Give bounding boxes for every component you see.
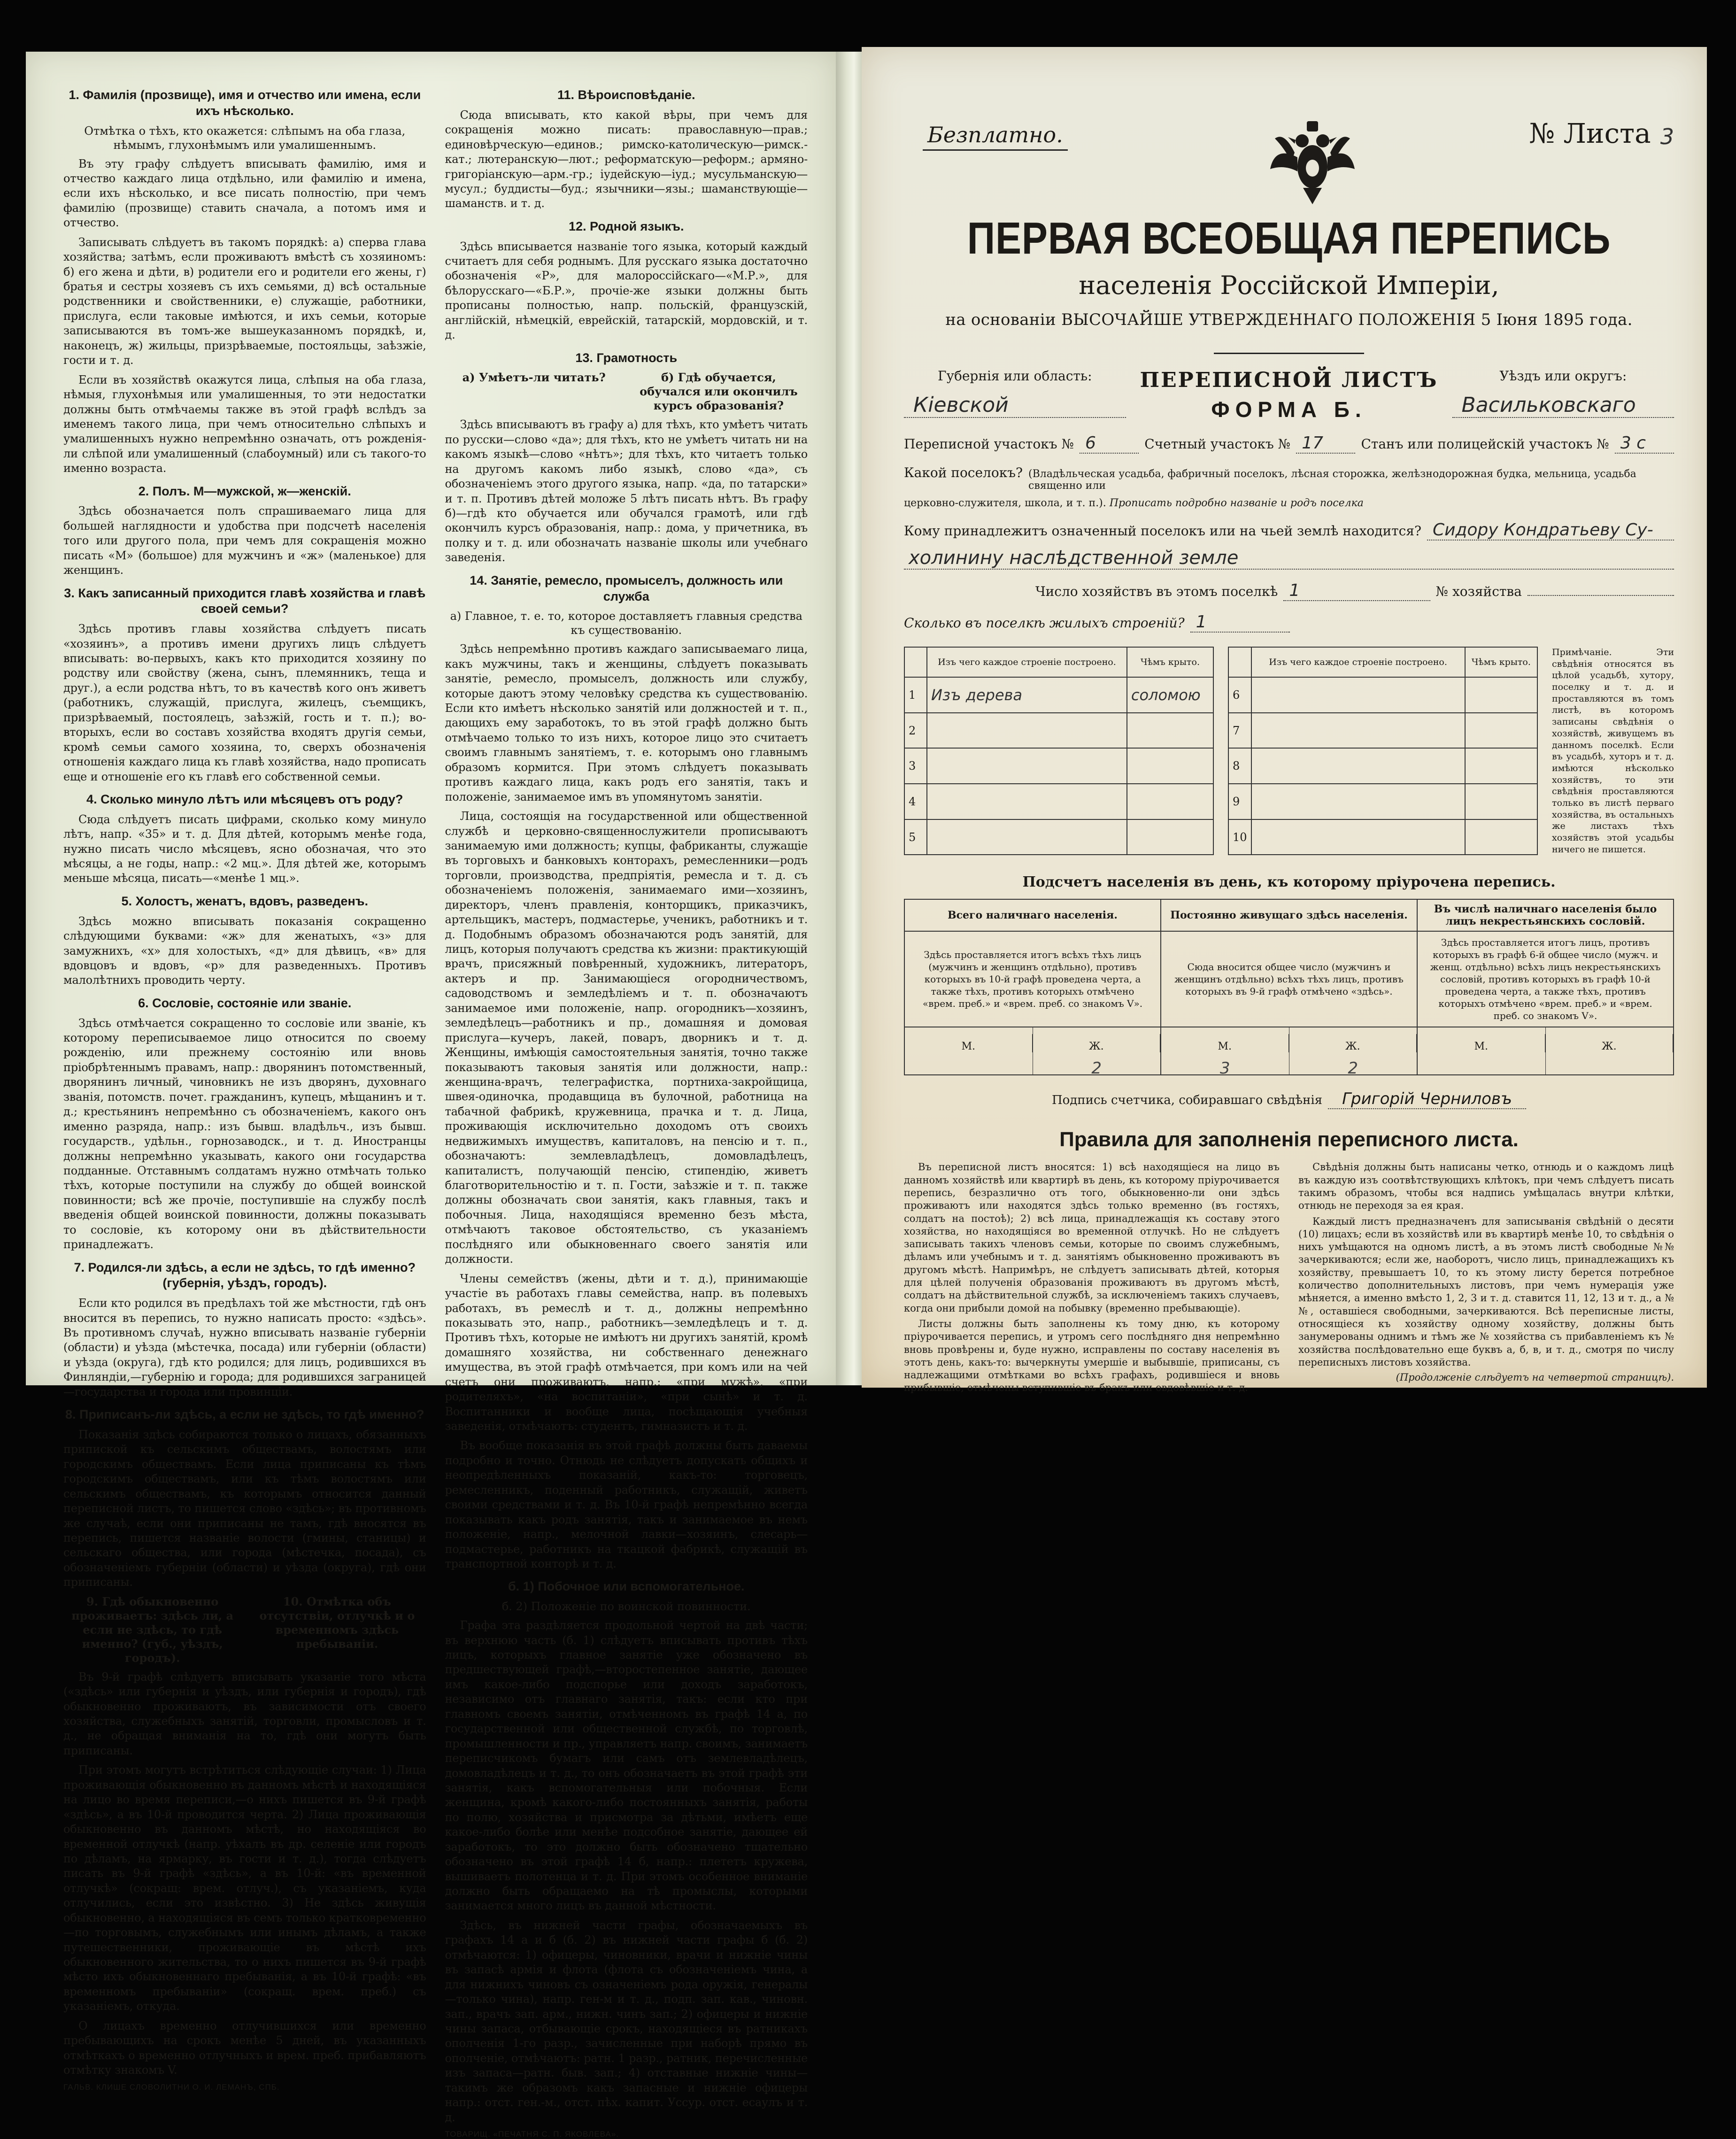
section-paragraph: Если кто родился въ предѣлахъ той же мѣстности, гдѣ онъ вносится въ перепись, то нужно написать просто: «здѣсь». Въ противномъ случаѣ, нужно вписывать названіе губерніи (области) и уѣзда (мѣстечка, посада) или губерніи (области) и уѣзда (округа), гдѣ кто родился; для лицъ, родившихся въ Финляндіи,—губернію и города; для родившихся заграницей—государства и города или провинціи. — [63, 1297, 426, 1398]
owner-value: Сидору Кондратьеву Су- — [1427, 520, 1674, 541]
sheet-number-label: № Листа — [1529, 117, 1651, 149]
section-paragraph: Здѣсь отмѣчается сокращенно то сословіе или званіе, къ которому переписываемое лицо относится по своему рожденію, или прежнему состоянію или вновь пріобрѣтеннымъ правамъ, напр.: дворянинъ потомственный, дворянинъ личный, чиновникъ не изъ дворянъ, духовнаго званія, потомств. почет. гражданинъ, купецъ, мѣщанинъ и т. д.; крестьянинъ непремѣнно съ обозначеніемъ, какого онъ именно разряда, напр.: изъ бывш. владѣльч., изъ бывш. государств., удѣльн., горнозаводск., и т. д. Иностранцы должны непремѣнно указывать, какого они государства подданные. Отставнымъ солдатамъ нужно отмѣчать только тѣхъ, которые поступили на службу до общей воинской повинности; всѣ же прочіе, поступившіе на службу послѣ введенія общей воинской повинности, должны показывать то сословіе, къ которому они въ дѣйствительности принадлежатъ. — [63, 1016, 426, 1251]
buildings-label: Сколько въ поселкѣ жилыхъ строеній? — [904, 615, 1185, 631]
subhead: а) Умѣетъ-ли читать? — [462, 371, 606, 385]
count-column-description: Здѣсь проставляется итогъ всѣхъ тѣхъ лицъ (мужчинъ и женщинъ отдѣльно), противъ которыхъ въ 10-й графѣ проведена черта, а также тѣхъ, противъ которыхъ отмѣчено «врем. преб.» и «врем. преб. со знакомъ V». — [904, 931, 1161, 1027]
province-label: Губернія или область: — [937, 368, 1092, 384]
household-number-label: № хозяйства — [1435, 584, 1522, 599]
count-mf-row — [1418, 1027, 1673, 1074]
section-paragraph: Въ вообще показанія въ этой графѣ должны быть даваемы подробно и точно. Отнюдь не слѣдуетъ допускать общихъ и неопредѣленныхъ показаній, какъ-то: торговецъ, ремесленникъ, поденный работникъ, служащій, живетъ своими средствами и т. д. Въ 10-й графѣ непремѣнно всегда показывать какъ родъ занятія, такъ и занимаемое въ немъ положеніе, напр., мелочной лавки—хозяинъ, слесарь—подмастерье, работникъ на ткацкой фабрикѣ, служащій въ транспортной конторѣ и т. д. — [445, 1439, 808, 1570]
buildings-row — [904, 819, 1213, 855]
buildings-row — [1228, 784, 1537, 819]
buildings-row-material — [1251, 677, 1465, 713]
section-paragraph: Графа эта раздѣляется продольной чертой на двѣ части; въ верхнюю часть (б. 1) слѣдуетъ вписывать противъ тѣхъ лицъ, которыхъ главное занятіе уже обозначено въ предшествующей графѣ,—второстепенное занятіе, дающее имъ какое-либо подспорье или доходъ заработокъ, независимо отъ главнаго занятія, такъ: если кто при главномъ своемъ занятіи, отмѣченномъ въ графѣ 14 а, по государственной или общественной службѣ, по торговлѣ, промышленности и пр., управляетъ напр. своимъ, занимаетъ переписчикомъ бумагъ или самъ отъ землевладѣлецъ, домовладѣлецъ и т. д., то онъ обозначаетъ въ этой графѣ эти занятія, какъ вспомогательныя или побочныя. Если женщина, кромѣ какого-либо постоянныхъ занятія, работы по полю, хозяйства и присмотра за дѣтьми, имѣетъ еще какое-либо болѣе или менѣе подсобное занятіе, дающее ей заработокъ, то это должно быть обозначено тщательно обозначено въ этой графѣ 14 б, напр.: плететъ кружева, вышиваетъ полотенца и т. д. При этомъ особенное вниманіе должно быть обращаемо на тѣ промыслы, которыми занимается много лицъ въ данной мѣстности. — [445, 1619, 808, 1913]
title-divider — [1214, 353, 1364, 354]
buildings-row — [904, 748, 1213, 784]
buildings-row — [1228, 713, 1537, 749]
count-column-description: Сюда вносится общее число (мужчинъ и женщинъ отдѣльно) всѣхъ тѣхъ лицъ, противъ которыхъ въ 9-й графѣ отмѣчено «здѣсь». — [1161, 931, 1417, 1027]
section-paragraph: О лицахъ временно отлучившихся или временно пребывающихъ на срокъ менѣе 5 дней, въ указанныхъ отмѣткахъ о временно отлучныхъ и врем. преб. прибавляютъ отмѣтку знакомъ V. — [63, 2019, 426, 2077]
section-title: б. 1) Побочное или вспомогательное. — [508, 1579, 745, 1594]
settlement-note-2-text: церковно-служителя, школа, и т. п.). — [904, 497, 1106, 509]
signature-label: Подпись счетчика, собиравшаго свѣдѣнія — [1051, 1093, 1323, 1108]
settlement-instruction: Прописать подробно названіе и родъ поселка — [1109, 497, 1364, 509]
buildings-row — [904, 677, 1213, 713]
population-count-table — [904, 899, 1674, 1078]
buildings-row-roof — [1127, 748, 1213, 784]
buildings-row-roof — [1465, 819, 1537, 855]
female-label: Ж. — [1289, 1034, 1417, 1052]
section-subheads — [445, 371, 808, 413]
buildings-row-number: 6 — [1228, 677, 1251, 713]
count-column-description: Здѣсь проставляется итогъ лицъ, противъ которыхъ въ графѣ 6-й общее число (мужч. и женщ. отдѣльно) всѣхъ лицъ некрестьянскихъ сословій, противъ которыхъ въ графѣ 10-й проведена черта, а также тѣхъ, противъ которыхъ отмѣчено «врем. преб.» и «врем. преб. со знакомъ V». — [1417, 931, 1674, 1027]
buildings-row-material — [1251, 748, 1465, 784]
buildings-row-roof — [1127, 819, 1213, 855]
imprint-right: ТОВАРИЩ. «ПЕЧАТНЯ С. П. ЯКОВЛЕВА». — [445, 2130, 619, 2139]
section-paragraph: Здѣсь обозначается полъ спрашиваемаго лица для большей наглядности и удобства при подсчетѣ населенія того или другого пола, при чемъ для сокращенія можно писать «М» (большое) для мужчинъ и «ж» (маленькое) для женщинъ. — [63, 504, 426, 577]
rules-paragraph: Листы должны быть заполнены къ тому дню, къ которому пріурочивается перепись, и утромъ сего послѣдняго дня непремѣнно вновь провѣрены и, буде нужно, исправлены по составу населенія въ этотъ день, какъ-то: вычеркнуты умершіе и выбывшіе, приписаны, съ надлежащими отмѣтками во всѣхъ графахъ, родившіеся и вновь прибывшіе, отмѣчены вступившіе въ бракъ или овдовѣвшіе и т. д. — [904, 1318, 1280, 1394]
sheet-number — [1529, 117, 1674, 149]
section-9-title: 9. Гдѣ обыкновенно проживаетъ: здѣсь ли, а если не здѣсь, то гдѣ именно? (губ., уѣздъ, городъ). — [71, 1594, 234, 1665]
section-paragraph: Здѣсь можно вписывать показанія сокращенно слѣдующими буквами: «ж» для женатыхъ, «з» для замужнихъ, «х» для холостыхъ, «д» для дѣвицъ, «в» для вдовцовъ и вдовъ, «р» для разведенныхъ. Противъ малолѣтнихъ проводить черту. — [63, 914, 426, 987]
buildings-row-number: 5 — [904, 819, 927, 855]
count-male-cell — [1161, 1027, 1289, 1078]
count-column-header: Въ числѣ наличнаго населенія было лицъ некрестьянскихъ сословій. — [1417, 899, 1674, 931]
buildings-row-number: 2 — [904, 713, 927, 749]
section-title: 7. Родился-ли здѣсь, а если не здѣсь, то гдѣ именно? (губернія, уѣздъ, городъ). — [74, 1260, 416, 1290]
section-paragraph: Въ 9-й графѣ слѣдуетъ вписывать указаніе того мѣста («здѣсь» или губернія и уѣздъ, или губернія и городъ), гдѣ обыкновенно проживаютъ, въ зависимости отъ своего хозяйства, служебныхъ занятій, торговли, промысловъ и т. д., не обращая вниманія на то, гдѣ они могутъ быть приписаны. — [63, 1670, 426, 1757]
left-page-column-2 — [445, 85, 808, 2139]
female-value — [1546, 1052, 1674, 1059]
buildings-row-number: 4 — [904, 784, 927, 819]
section-title: 6. Сословіе, состояніе или званіе. — [138, 996, 352, 1010]
province-field — [904, 368, 1126, 418]
continued-note: (Продолженіе слѣдуетъ на четвертой страницѣ). — [1396, 1372, 1674, 1383]
uyezd-label: Уѣздъ или округъ: — [1499, 368, 1627, 384]
buildings-note: Примѣчаніе. Эти свѣдѣнія относятся въ цѣлой усадьбѣ, хутору, поселку и т. д. и проставляются въ томъ листѣ, въ которомъ записаны свѣдѣнія о хозяйствѣ, живущемъ въ данномъ поселкѣ. Если въ усадьбѣ, хуторъ и т. д. имѣются нѣсколько хозяйствъ, то эти свѣдѣнія проставляются только въ листѣ перваго хозяйства, въ остальныхъ же листахъ тѣхъ хозяйствъ этой усадьбы ничего не пишется. — [1552, 647, 1674, 855]
settlement-line — [904, 465, 1674, 492]
buildings-row-material — [1251, 819, 1465, 855]
rules-title: Правила для заполненія переписного листа. — [1059, 1128, 1519, 1151]
buildings-line — [904, 612, 1674, 633]
province-value: Кіевской — [904, 393, 1126, 418]
uyezd-value: Васильковскаго — [1452, 393, 1674, 418]
buildings-row-material — [1251, 713, 1465, 749]
section-title: 12. Родной языкъ. — [569, 219, 684, 233]
section-paragraph: Лица, состоящія на государственной или общественной службѣ и церковно-священнослужители прописываютъ занимаемую ими должность; купцы, фабриканты, служащіе въ торговыхъ и банковыхъ конторахъ, ремесленники—родъ торговли, производства, предпріятія, ремесла и т. д. съ обозначеніемъ положенія, занимаемаго ими—хозяинъ, директоръ, членъ правленія, конторщикъ, приказчикъ, артельщикъ, мастеръ, подмастерье, ученикъ, работникъ и т. д. Подобнымъ образомъ обозначаются родъ занятій, для лицъ, которыя получаютъ средства къ жизни: практикующій врачъ, присяжный повѣренный, художникъ, литераторъ, актеръ и пр. Занимающіеся огородничествомъ, садоводствомъ и земледѣліемъ и т. п. обозначаютъ занимаемое ими положеніе, напр. огородникъ—хозяинъ, земледѣлецъ—работникъ и пр., домашняя и домовая прислуга—кучеръ, лакей, поваръ, дворникъ и т. д. Женщины, имѣющія самостоятельныя занятія, точно также показываютъ таковыя занятія или должности, напр.: женщина-врачъ, телеграфистка, портниха-закройщица, швея-одиночка, продавщица въ булочной, работница на табачной фабрикѣ, кружевница, прачка и т. д. Лица, проживающія исключительно доходомъ отъ своихъ недвижимыхъ имуществъ, капиталовъ, на пенсію и т. п., обозначаютъ: землевладѣлецъ, домовладѣлецъ, капиталистъ, получающій пенсію, стипендію, живетъ благотворительностію и т. п. Гости, заѣзжіе и т. п. также должны обозначать свои занятія, какъ главныя, такъ и побочныя. Лица, находящіяся временно безъ мѣста, отмѣчаютъ таковое обстоятельство, съ указаніемъ послѣдняго или обыкновеннаго своего занятія или должности. — [445, 810, 808, 1266]
section-paragraph: Сюда вписывать, кто какой вѣры, при чемъ для сокращенія можно писать: православную—прав.; единовѣрческую—единов.; римско-католическую—римск.-кат.; лютеранскую—лют.; реформатскую—реформ.; армяно-григоріанскую—арм.-гр.; іудейскую—іуд.; мусульманскую—мусул.; буддисты—буд.; язычники—язы.; шаманствующіе—шаманств. и т. д. — [445, 108, 808, 210]
section-10-title: 10. Отмѣтка объ отсутствіи, отлучкѣ и о временномъ здѣсь пребываніи. — [259, 1594, 415, 1651]
rules-paragraph: Въ переписной листъ вносятся: 1) всѣ находящіеся на лицо въ данномъ хозяйствѣ или квартирѣ въ день, къ которому пріурочивается перепись, безразлично отъ того, обыкновенно-ли они здѣсь проживаютъ или находятся здѣсь только временно (въ гостяхъ, солдатъ на постоѣ); 2) всѣ лица, принадлежащія къ составу этого хозяйства, но находящіяся во временной отлучкѣ. Но не слѣдуетъ записывать такихъ членовъ семьи, которые по своимъ служебнымъ, дѣламъ или учебнымъ и т. д. занятіямъ обыкновенно проживаютъ въ другомъ мѣстѣ. Напримѣръ, не слѣдуетъ записывать дѣтей, которыя для цѣлей полученія образованія проживаютъ въ другомъ мѣстѣ, солдатъ на дѣйствительной службѣ, за исключеніемъ такихъ случаевъ, когда они прибыли домой на побывку (временно пребывающіе). — [904, 1161, 1280, 1314]
left-page-column-1 — [63, 85, 426, 2092]
stan-label: Станъ или полицейскій участокъ № — [1361, 436, 1609, 452]
population-count-title: Подсчетъ населенія въ день, къ которому пріурочена перепись. — [1022, 874, 1556, 891]
rules-paragraph: Свѣдѣнія должны быть написаны четко, отнюдь и о каждомъ лицѣ въ каждую изъ соотвѣтствующихъ клѣтокъ, при чемъ слѣдуетъ писать такимъ образомъ, чтобы вся надпись умѣщалась внутри клѣтки, отнюдь не переходя за ея края. — [1298, 1161, 1674, 1212]
rules-section — [904, 1161, 1674, 1397]
buildings-roof-header: Чѣмъ крыто. — [1465, 647, 1537, 677]
section-title: 5. Холостъ, женатъ, вдовъ, разведенъ. — [121, 894, 368, 908]
female-value: 2 — [1348, 1059, 1358, 1078]
uyezd-field — [1452, 368, 1674, 418]
census-subtitle: населенія Россійской Имперіи, — [1079, 270, 1499, 300]
count-male-cell — [905, 1027, 1033, 1074]
sections-9-10-heading — [63, 1595, 426, 1665]
census-title: ПЕРВАЯ ВСЕОБЩАЯ ПЕРЕПИСЬ — [967, 213, 1611, 263]
female-label: Ж. — [1546, 1034, 1674, 1052]
count-male-cell — [1418, 1027, 1546, 1074]
buildings-row-roof — [1465, 677, 1537, 713]
male-value: 3 — [1219, 1059, 1230, 1078]
rules-paragraph: Каждый листъ предназначенъ для записыванія свѣдѣній о десяти (10) лицахъ; если въ хозяйствѣ или въ квартирѣ менѣе 10, то свѣдѣнія о нихъ умѣщаются на одномъ листѣ, а въ этомъ листѣ свободные №№ зачеркиваются; если же, наоборотъ, число лицъ, принадлежащихъ къ хозяйству, превышаетъ 10, то къ этому листу берется потребное количество дополнительныхъ листовъ, при чемъ нумерація уже мѣняется, а именно вмѣсто 1, 2, 3 и т. д. ставится 11, 12, 13 и т. д., а №№, оставшіеся свободными, зачеркиваются. Всѣ переписные листы, относящіеся къ хозяйству одному хозяйству, должны быть занумерованы однимъ и тѣмъ же № хозяйства съ прибавленіемъ къ № хозяйства послѣдовательно еще буквъ а, б, в, и т. д., смотря по числу переписныхъ листовъ хозяйства. — [1298, 1215, 1674, 1368]
section-title: 14. Занятіе, ремесло, промыселъ, должность или служба — [470, 573, 783, 603]
count-column-values — [1417, 1027, 1674, 1075]
form-header — [904, 368, 1674, 422]
section-paragraph: Члены семействъ (жены, дѣти и т. д.), принимающіе участіе въ работахъ главы семейства, напр. въ полевыхъ работахъ, въ ремеслѣ и т. д., должны непремѣнно показывать это, напр., работникъ—земледѣлецъ и т. д. Противъ тѣхъ, которые не имѣютъ ни другихъ занятій, кромѣ домашняго хозяйства, ни собственнаго денежнаго имущества, въ этой графѣ отмѣчается, при комъ или на чей счетъ они проживаютъ, напр.: «при мужѣ», «при родителяхъ», «на воспитаніи», «при сынѣ» и т. д. Воспитанники и вообще лица, посѣщающія учебныя заведенія, отмѣчаютъ: студентъ, гимназистъ и т. д. — [445, 1272, 808, 1433]
buildings-row-material — [927, 713, 1127, 749]
buildings-row — [904, 784, 1213, 819]
section-title: 3. Какъ записанный приходится главѣ хозяйства и главѣ своей семьи? — [64, 586, 426, 616]
count-female-cell — [1289, 1027, 1417, 1078]
form-title — [1140, 368, 1438, 422]
buildings-value: 1 — [1190, 612, 1290, 633]
buildings-row-number: 8 — [1228, 748, 1251, 784]
male-value — [905, 1052, 1033, 1059]
plots-line — [904, 433, 1674, 454]
section-paragraph: Здѣсь противъ главы хозяйства слѣдуетъ писать «хозяинъ», а противъ имени другихъ лицъ слѣдуетъ вписывать: во-первыхъ, какъ кто приходится хозяину по родству или свойству (жена, сынъ, племянникъ, теща и друг.), а если родства нѣтъ, то въ качествѣ кого онъ живетъ (работникъ, служащій, прислуга, жилецъ, съемщикъ, призрѣваемый, постоялецъ, заѣзжій, гость и т. п.); во-вторыхъ, если во составъ хозяйства входятъ другія семьи, кромѣ семьи самого хозяина, то, сверхъ обозначенія отношенія каждаго лица къ главѣ хозяйства, надо прописать еще и отношеніе его къ главѣ его собственной семьи. — [63, 622, 426, 783]
buildings-row-roof — [1465, 748, 1537, 784]
count-mf-row — [905, 1027, 1160, 1078]
section-paragraph: Если въ хозяйствѣ окажутся лица, слѣпыя на оба глаза, нѣмыя, глухонѣмыя или умалишенныя, то эти недостатки должны быть отмѣчаемы также въ этой графѣ вслѣдъ за именемъ такого лица, при чемъ относительно слѣпыхъ и умалишенныхъ нужно непремѣнно означать, отъ рожденія-ли слѣпой или умалишенный (слабоумный) или съ такого-то именно возраста. — [63, 373, 426, 475]
buildings-material-header: Изъ чего каждое строеніе построено. — [1251, 647, 1465, 677]
section-subtitle: б. 2) Положеніе по воинской повинности. — [502, 1600, 751, 1614]
count-mf-row — [1161, 1027, 1417, 1078]
buildings-row-material — [927, 819, 1127, 855]
section-subtitle: а) Главное, т. е. то, которое доставляетъ главныя средства къ существованію. — [450, 610, 802, 637]
buildings-number-header — [1228, 647, 1251, 677]
page-fold — [836, 52, 862, 1385]
male-label: М. — [1161, 1034, 1289, 1052]
female-value: 2 — [1091, 1059, 1102, 1078]
count-column-header: Всего наличнаго населенія. — [904, 899, 1161, 931]
buildings-row-roof — [1465, 784, 1537, 819]
left-page — [26, 52, 836, 2139]
section-paragraph: Здѣсь, въ нижней части графы, обозначаемыхъ въ графахъ 14 а и б (б. 2) въ нижней части графы б (б. 2) отмѣчаются: 1) офицеры, чиновники, врачи и нижніе чины въ запасѣ армія и флота (флота съ обозначеніемъ чина, а для нижнихъ чиновъ съ означеніемъ рода оружія, генералы—только чина), напр. ген-м и т. д., подп. зап. кав., чиновн. зап., врачъ зап. арм., нижн. чинъ зап.; 2) офицеры и нижніе чины запаса, отбывающіе срокъ, находящіеся въ ратникахъ ополченія 1-го разр., зачисленные при наборѣ прямо въ ополченіе, отмѣчаютъ: ратн. 1 разр., ратник, перечисленные изъ запаса—ратн. быв. зап.; 4) отставные нижніе чины—такимъ же образомъ какъ запасные и нижніе офицеры напр.: отст. ген.-м., отст. пѣх. капит. Уссур. отст. есаулъ и т. д. — [445, 1918, 808, 2124]
buildings-row-material — [927, 748, 1127, 784]
settlement-note-2 — [904, 497, 1674, 509]
count-column-values — [1161, 1027, 1417, 1078]
section-paragraph: При этомъ могутъ встрѣтиться слѣдующіе случаи: 1) Лица проживающія обыкновенно въ данномъ мѣстѣ и находящіяся на лицо во время переписи,—о нихъ пишется въ 9-й графѣ «здѣсь», а въ 10-й проводится черта. 2) Лица проживающія обыкновенно въ данномъ мѣстѣ, но находящіяся во временной отлучкѣ (напр. уѣхалъ въ др. селеніе или городъ по дѣламъ, на ярмарку, въ гости и т. д.), тогда слѣдуетъ писать въ 9-й графѣ «здѣсь», а въ 10-й: «въ временной отлучкѣ» (сокращ: врем. отлуч.), съ указаніемъ, куда отлучились, если это извѣстно. 3) Не здѣсь живущія обыкновенно, а находящіяся въ семъ только кратковременно—по торговымъ, служебнымъ или инымъ дѣламъ, а также путешественники, проживающіе въ мѣстѣ ихъ обыкновенного жительства, то о нихъ пишется въ 9-й графѣ мѣсто ихъ обыкновеннаго пребыванія, а въ 10-й графѣ: «въ временномъ пребываніи» (сокращ. врем. преб.) съ указаніемъ, откуда. — [63, 1763, 426, 2013]
buildings-row-number: 7 — [1228, 713, 1251, 749]
buildings-row — [1228, 819, 1537, 855]
settlement-label: Какой поселокъ? — [904, 465, 1023, 480]
buildings-row-roof: соломою — [1127, 677, 1213, 713]
census-decree: на основаніи ВЫСОЧАЙШЕ УТВЕРЖДЕННАГО ПОЛОЖЕНІЯ 5 Іюня 1895 года. — [945, 310, 1633, 329]
male-value — [1418, 1052, 1545, 1059]
buildings-row-roof — [1127, 713, 1213, 749]
households-line — [904, 581, 1674, 601]
section-paragraph: Здѣсь непремѣнно противъ каждаго записываемаго лица, какъ мужчины, такъ и женщины, слѣдуетъ показывать занятіе, ремесло, промыселъ, должность или службу, которые даютъ этому человѣку средства къ существованію. Если кто имѣетъ нѣсколько занятій или должностей и т. п., дающихъ ему заработокъ, то въ этой графѣ должно быть отмѣчаемо только то изъ нихъ, которое лицо это считаетъ своимъ главнымъ занятіемъ, т. е. которымъ оно главнымъ образомъ кормится. При этомъ слѣдуетъ показывать противъ каждаго лица, какъ родъ его занятія, такъ и положеніе, занимаемое имъ въ упомянутомъ занятіи. — [445, 642, 808, 803]
count-female-cell — [1033, 1027, 1161, 1078]
buildings-roof-header: Чѣмъ крыто. — [1127, 647, 1213, 677]
buildings-material-header: Изъ чего каждое строеніе построено. — [927, 647, 1127, 677]
section-subtitle: Отмѣтка о тѣхъ, кто окажется: слѣпымъ на оба глаза, нѣмымъ, глухонѣмымъ или умалишеннымъ. — [84, 124, 406, 152]
enumerator-signature — [904, 1089, 1674, 1109]
count-plot-value: 17 — [1296, 433, 1355, 454]
owner-line — [904, 520, 1674, 541]
census-plot-label: Переписной участокъ № — [904, 436, 1074, 452]
section-title: 1. Фамилія (прозвище), имя и отчество или имена, если ихъ нѣсколько. — [69, 88, 421, 118]
section-title: 4. Сколько минуло лѣтъ или мѣсяцевъ отъ роду? — [86, 792, 403, 806]
buildings-row-number: 3 — [904, 748, 927, 784]
buildings-row-number: 9 — [1228, 784, 1251, 819]
households-value: 1 — [1283, 581, 1430, 601]
buildings-table-left — [904, 647, 1214, 855]
rules-column-2 — [1298, 1161, 1674, 1397]
right-page — [862, 47, 1707, 1394]
imprint-left: ГАЛЬВ. КЛИШЕ СЛОВОЛИТНИ О. И. ЛЕМАНЪ, СПБ. — [63, 2082, 280, 2092]
rules-column-1 — [904, 1161, 1280, 1397]
settlement-note: (Владѣльческая усадьба, фабричный поселокъ, лѣсная сторожка, желѣзнодорожная будка, мельница, усадьба священно или — [1028, 468, 1636, 492]
buildings-row-material: Изъ дерева — [927, 677, 1127, 713]
male-label: М. — [905, 1034, 1033, 1052]
section-paragraph: Сюда слѣдуетъ писать цифрами, сколько кому минуло лѣтъ, напр. «35» и т. д. Для дѣтей, которымъ менѣе года, нужно писать число мѣсяцевъ, ясно обозначая, что это мѣсяцы, а не годы, напр.: «2 мц.». Для дѣтей же, которымъ меньше мѣсяца, писать—«менѣе 1 мц.». — [63, 812, 426, 885]
female-label: Ж. — [1033, 1034, 1161, 1052]
subhead: б) Гдѣ обучается, обучался или окончилъ курсъ образованія? — [640, 371, 798, 413]
section-title: 11. Вѣроисповѣданіе. — [557, 88, 695, 102]
buildings-row — [1228, 677, 1537, 713]
section-paragraph: Здѣсь вписывается названіе того языка, который каждый считаетъ для себя роднымъ. Для русскаго языка достаточно обозначенія «Р», для малороссійскаго—«М.Р.», для бѣлорусскаго—«Б.Р.», прочіе-же языки должны быть прописаны полностью, напр. польскій, французскій, англійскій, нѣмецкій, еврейскій, татарскій, мордовскій, и т. д. — [445, 239, 808, 342]
signature-value: Григорій Черниловъ — [1328, 1089, 1526, 1109]
household-number-value — [1528, 595, 1674, 596]
section-title: 8. Приписанъ-ли здѣсь, а если не здѣсь, то гдѣ именно? — [65, 1407, 424, 1422]
count-plot-label: Счетный участокъ № — [1144, 436, 1291, 452]
buildings-row — [1228, 748, 1537, 784]
section-title: 13. Грамотность — [575, 350, 678, 365]
stan-value: 3 с — [1615, 433, 1674, 454]
count-column-header: Постоянно живущаго здѣсь населенія. — [1161, 899, 1417, 931]
owner-value-2: холинину наслѣдственной земле — [904, 547, 1674, 570]
section-title: 2. Полъ. М—мужской, ж—женскій. — [138, 484, 351, 498]
buildings-section — [904, 647, 1674, 855]
count-column-values — [904, 1027, 1161, 1078]
section-paragraph: Записывать слѣдуетъ въ такомъ порядкѣ: а) сперва глава хозяйства; затѣмъ, если проживаютъ вмѣстѣ съ хозяиномъ: б) его жена и дѣти, в) родители его и родители его жены, г) братья и сестры хозяевъ съ ихъ семьями, д) всѣ остальные родственники и свойственники, е) служащіе, работники, прислуга, если таковые имѣются, и ихъ семьи, которые записываются въ томъ-же вышеуказанномъ порядкѣ, и, наконецъ, ж) жильцы, призрѣваемые, постояльцы, заѣзжіе, гости и т. д. — [63, 235, 426, 367]
buildings-row-roof — [1465, 713, 1537, 749]
form-title-line-2: ФОРМА Б. — [1211, 397, 1367, 422]
section-paragraph: Здѣсь вписываютъ въ графу а) для тѣхъ, кто умѣетъ читать по русски—слово «да»; для тѣхъ, кто не умѣетъ читать ни на какомъ языкѣ—слово «нѣтъ»; для тѣхъ, кто читаетъ только на другомъ какомъ либо языкѣ, слово «да», съ обозначеніемъ этого другого языка, напр. «да, по татарски» и т. п. Противъ дѣтей моложе 5 лѣтъ писать нѣтъ. Въ графу б)—гдѣ кто обучается или обучался грамотѣ, или гдѣ окончилъ курсъ образованія, напр.: дома, у причетника, въ полку и т. д. или обозначать названіе школы или учебнаго заведенія. — [445, 418, 808, 564]
buildings-row — [904, 713, 1213, 749]
sheet-number-value: 3 — [1660, 124, 1674, 149]
owner-label: Кому принадлежитъ означенный поселокъ или на чьей землѣ находится? — [904, 523, 1421, 539]
households-label: Число хозяйствъ въ этомъ поселкѣ — [1035, 584, 1278, 599]
census-plot-value: 6 — [1080, 433, 1139, 454]
free-of-charge-label: Безплатно. — [923, 122, 1068, 151]
buildings-number-header — [904, 647, 927, 677]
section-paragraph: Показанія здѣсь собираются только о лицахъ, обязанныхъ припиской къ сельскимъ обществамъ, волостямъ или городскимъ обществамъ. Если лица приписаны къ тѣмъ городскимъ обществамъ, или къ тѣмъ волостямъ или сельскимъ обществамъ, къ которымъ относится данный переписной листъ, то пишется слово «здѣсь»; въ противномъ же случаѣ, если они приписаны не тамъ, гдѣ вносятся въ перепись, пишется названіе волости (гмины, станицы) и сельскаго общества, или города (мѣстечка, посада), съ обозначеніемъ губерніи (области) и уѣзда (округа), гдѣ они приписаны. — [63, 1428, 426, 1589]
double-headed-eagle-icon — [1265, 113, 1359, 207]
section-paragraph: Въ эту графу слѣдуетъ вписывать фамилію, имя и отчество каждаго лица отдѣльно, или фамилію и имена, если ихъ нѣсколько, и все писать полностію, при чемъ фамилію (прозвище) ставить сначала, а потомъ имя и отчество. — [63, 157, 426, 230]
count-female-cell — [1546, 1027, 1674, 1074]
male-label: М. — [1418, 1034, 1545, 1052]
buildings-row-material — [927, 784, 1127, 819]
buildings-row-number: 10 — [1228, 819, 1251, 855]
buildings-table-right — [1228, 647, 1538, 855]
buildings-row-roof — [1127, 784, 1213, 819]
buildings-row-material — [1251, 784, 1465, 819]
buildings-row-number: 1 — [904, 677, 927, 713]
form-title-line-1: ПЕРЕПИСНОЙ ЛИСТЪ — [1140, 368, 1438, 392]
